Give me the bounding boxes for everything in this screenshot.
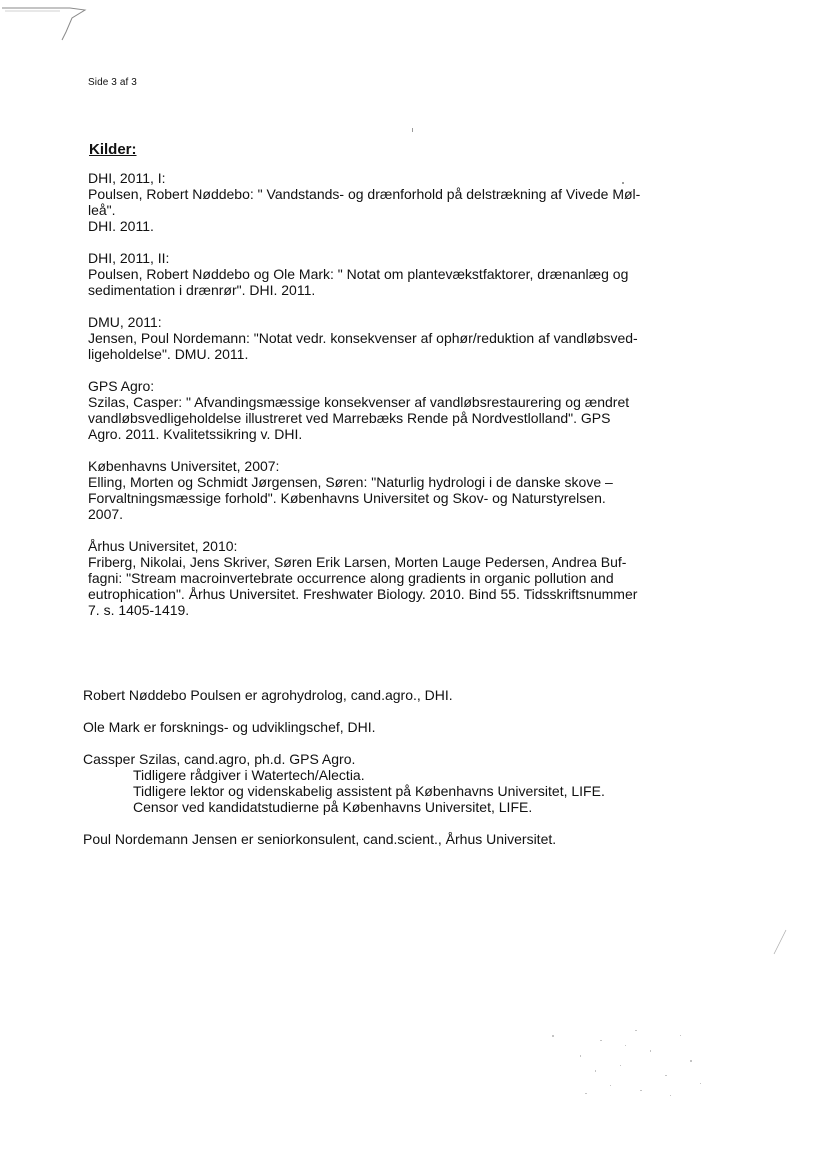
- reference-list: [88, 170, 648, 634]
- author-bio-mark: Ole Mark er forsknings- og udviklingschef, DHI.: [83, 719, 376, 735]
- reference-item: [88, 314, 648, 362]
- author-bio-poulsen: Robert Nøddebo Poulsen er agrohydrolog, cand.agro., DHI.: [83, 687, 453, 703]
- reference-text: Elling, Morten og Schmidt Jørgensen, Søren: "Naturlig hydrologi i de danske skove – Forvaltningsmæssige forhold". Københavns Universitet og Skov- og Naturstyrelsen. 2007.: [88, 474, 613, 522]
- reference-item: [88, 250, 648, 298]
- reference-title: DHI, 2011, I:: [88, 170, 166, 186]
- reference-title: DMU, 2011:: [88, 314, 162, 330]
- author-detail: Tidligere rådgiver i Watertech/Alectia.: [133, 767, 365, 783]
- scan-speck: [412, 128, 413, 132]
- author-detail: Censor ved kandidatstudierne på Københavns Universitet, LIFE.: [133, 799, 533, 815]
- sources-heading: Kilder:: [89, 141, 137, 158]
- author-detail: Tidligere lektor og videnskabelig assistent på Københavns Universitet, LIFE.: [133, 783, 605, 799]
- reference-title: DHI, 2011, II:: [88, 250, 170, 266]
- reference-text: Szilas, Casper: " Afvandingsmæssige konsekvenser af vandløbsrestaurering og ændret vandløbsvedligeholdelse illustreret ved Marrebæks Rende på Nordvestlolland". GPS Agro. 2011. Kvalitetssikring v. DHI.: [88, 394, 630, 442]
- reference-text: Jensen, Poul Nordemann: "Notat vedr. konsekvenser af ophør/reduktion af vandløbsved- ligeholdelse". DMU. 2011.: [88, 330, 638, 362]
- author-bio: [83, 719, 703, 735]
- corner-pen-mark: [0, 0, 90, 45]
- scan-mark: [770, 928, 790, 958]
- author-bios: [83, 687, 703, 863]
- reference-text: Friberg, Nikolai, Jens Skriver, Søren Erik Larsen, Morten Lauge Pedersen, Andrea Buf- fagni: "Stream macroinvertebrate occurrence along gradients in organic pollution and eutrophication". Århus Universitet. Freshwater Biology. 2010. Bind 55. Tidsskriftsnummer 7. s. 1405-1419.: [88, 554, 638, 618]
- reference-title: GPS Agro:: [88, 378, 155, 394]
- reference-title: Københavns Universitet, 2007:: [88, 458, 280, 474]
- author-bio: [83, 687, 703, 703]
- scan-noise: [540, 1015, 720, 1105]
- page-number: Side 3 af 3: [88, 77, 137, 88]
- reference-item: [88, 378, 648, 442]
- reference-item: [88, 170, 648, 234]
- reference-item: [88, 458, 648, 522]
- author-bio: [83, 831, 703, 847]
- author-bio: [83, 751, 703, 815]
- reference-item: [88, 538, 648, 618]
- reference-title: Århus Universitet, 2010:: [88, 538, 238, 554]
- reference-text: Poulsen, Robert Nøddebo: " Vandstands- og drænforhold på delstrækning af Vivede Møl- leå". DHI. 2011.: [88, 186, 641, 234]
- author-bio-jensen: Poul Nordemann Jensen er seniorkonsulent, cand.scient., Århus Universitet.: [83, 831, 557, 847]
- author-bio-szilas: Cassper Szilas, cand.agro, ph.d. GPS Agro.: [83, 751, 356, 767]
- reference-text: Poulsen, Robert Nøddebo og Ole Mark: " Notat om plantevækstfaktorer, drænanlæg og sedimentation i drænrør". DHI. 2011.: [88, 266, 629, 298]
